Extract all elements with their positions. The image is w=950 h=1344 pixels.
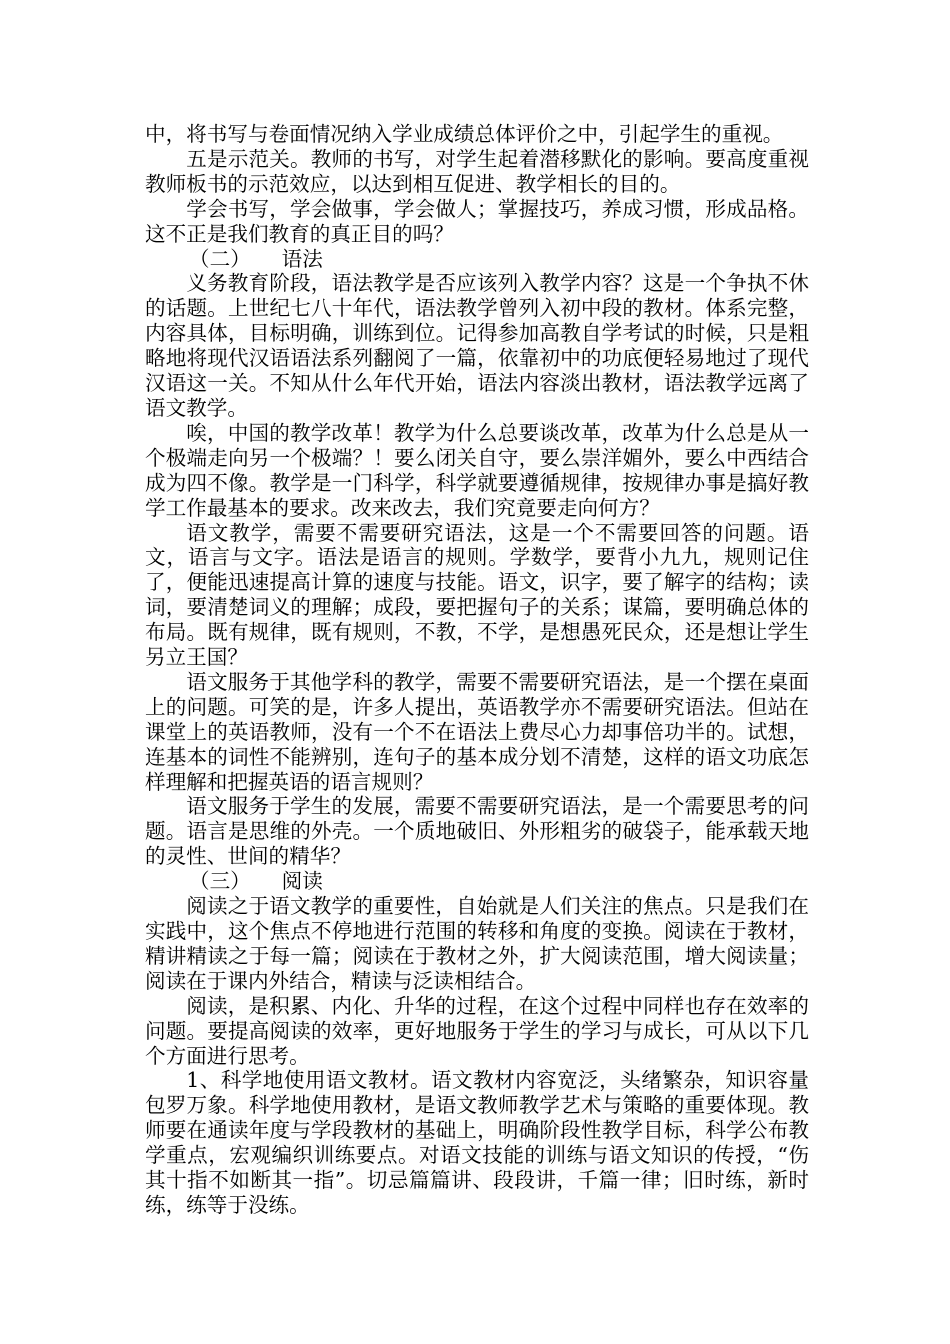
body-paragraph: 语文教学，需要不需要研究语法，这是一个不需要回答的问题。语文，语言与文字。语法是语言的规则。学数学，要背小九九，规则记住了，便能迅速提高计算的速度与技能。语文，识字，要了解字的结构；读词，要清楚词义的理解；成段，要把握句子的关系；谋篇，要明确总体的布局。既有规律，既有规则，不教，不学，是想愚死民众，还是想让学生另立王国？: [145, 520, 809, 670]
body-paragraph: 阅读之于语文教学的重要性，自始就是人们关注的焦点。只是我们在实践中，这个焦点不停地进行范围的转移和角度的变换。阅读在于教材，精讲精读之于每一篇；阅读在于教材之外，扩大阅读范围，增大阅读量；阅读在于课内外结合，精读与泛读相结合。: [145, 894, 809, 993]
body-paragraph: 义务教育阶段，语法教学是否应该列入教学内容？这是一个争执不休的话题。上世纪七八十年代，语法教学曾列入初中段的教材。体系完整，内容具体，目标明确，训练到位。记得参加高教自学考试的时候，只是粗略地将现代汉语语法系列翻阅了一篇，依靠初中的功底便轻易地过了现代汉语这一关。不知从什么年代开始，语法内容淡出教材，语法教学远离了语文教学。: [145, 271, 809, 420]
body-paragraph: 语文服务于其他学科的教学，需要不需要研究语法，是一个摆在桌面上的问题。可笑的是，许多人提出，英语教学亦不需要研究语法。但站在课堂上的英语教师，没有一个不在语法上费尽心力却事倍功半的。试想，连基本的词性不能辨别，连句子的基本成分划不清楚，这样的语文功底怎样理解和把握英语的语言规则？: [145, 669, 809, 794]
body-paragraph: 阅读，是积累、内化、升华的过程，在这个过程中同样也存在效率的问题。要提高阅读的效率，更好地服务于学生的学习与成长，可从以下几个方面进行思考。: [145, 993, 809, 1068]
section-heading: （二） 语法: [189, 246, 323, 271]
body-paragraph: 1、科学地使用语文教材。语文教材内容宽泛，头绪繁杂，知识容量包罗万象。科学地使用教材，是语文教师教学艺术与策略的重要体现。教师要在通读年度与学段教材的基础上，明确阶段性教学目标，科学公布教学重点，宏观编织训练要点。对语文技能的训练与语文知识的传授，“伤其十指不如断其一指”。切忌篇篇讲、段段讲，千篇一律；旧时练，新时练，练等于没练。: [145, 1068, 809, 1217]
document-page: [145, 122, 809, 1218]
body-paragraph: 五是示范关。教师的书写，对学生起着潜移默化的影响。要高度重视教师板书的示范效应，以达到相互促进、教学相长的目的。: [145, 146, 809, 196]
body-paragraph: 语文服务于学生的发展，需要不需要研究语法，是一个需要思考的问题。语言是思维的外壳。一个质地破旧、外形粗劣的破袋子，能承载天地的灵性、世间的精华？: [145, 794, 809, 869]
body-paragraph: 中，将书写与卷面情况纳入学业成绩总体评价之中，引起学生的重视。: [145, 122, 784, 146]
section-heading: （三） 阅读: [189, 869, 323, 894]
body-paragraph: 学会书写，学会做事，学会做人；掌握技巧，养成习惯，形成品格。这不正是我们教育的真正目的吗？: [145, 196, 809, 246]
body-paragraph: 唉，中国的教学改革！教学为什么总要谈改革，改革为什么总是从一个极端走向另一个极端？！要么闭关自守，要么崇洋媚外，要么中西结合成为四不像。教学是一门科学，科学就要遵循规律，按规律办事是搞好教学工作最基本的要求。改来改去，我们究竟要走向何方？: [145, 420, 809, 520]
